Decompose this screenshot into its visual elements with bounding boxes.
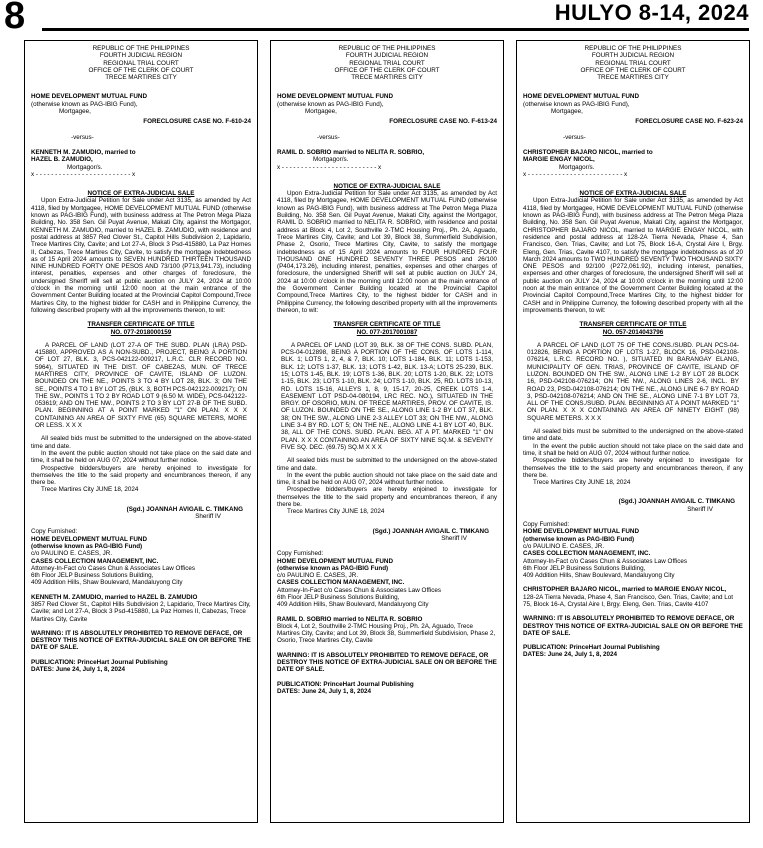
header-rule bbox=[42, 28, 749, 31]
dated-line: Trece Martires City JUNE 18, 2024 bbox=[41, 486, 139, 494]
sealed-bids-text: All sealed bids must be submitted to the undersigned on the above-stated time and date. bbox=[523, 428, 743, 443]
copy-recipient-line: (otherwise known as PAG-IBIG Fund) bbox=[31, 542, 143, 550]
case-number: FORECLOSURE CASE NO. F-613-24 bbox=[389, 118, 497, 126]
mortgagor-address: Block 4, Lot 2, Southville 2-TMC Housing Proj., Ph. 2A, Aguado, Trece Martires City, Cavite; and Lot 39, Block 38, Summerfield Subdivision, Phase 2, Osorio, Trece Martires City, Cavite bbox=[277, 622, 496, 645]
court-line: OFFICE OF THE CLERK OF COURT bbox=[580, 66, 686, 74]
dated-line: Trece Martires City JUNE 18, 2024 bbox=[533, 479, 631, 487]
notice-column bbox=[24, 40, 258, 823]
sheriff-title: Sheriff IV bbox=[195, 513, 221, 521]
tct-description: A PARCEL OF LAND (LOT 39, BLK. 38 OF THE CONS. SUBD. PLAN, PCS-04-012898, BEING A PORTION OF THE CONS. OF LOTS 1-114, BLK. 1; LOTS 1, 2, 4, & 7, BLK. 10; LOTS 1-184, BLK. 11; LOTS 1-153, BLK. 12; LOTS 1-37, BLK. 13; LOTS 1-42, BLK. 13-A; LOTS 25-239, BLK. 15; LOTS 1-45, BLK. 19; LOTS 1-36, BLK. 20; LOTS 1-20, BLK. 22; LOTS 1-15, BLK. 23; LOTS 1-10, BLK. 24; LOTS 1-10, BLK. 25, RD. LOTS 10-13, RD. LOTS 15-16, ALLEYS 1, 8, 9, 15-17, 20-25, CREEK LOTS 1-4, EASEMENT LOT PSD-04-080194, LRC REC. NO.), SITUATED IN THE BRGY. OF OSORIO, MUN. OF TRECE MARTIRES, PROV. OF CAVITE, IS. OF LUZON. BOUNDED ON THE SE., ALONG LINE 1-2 BY LOT 37, BLK. 38; ON THE SW., ALONG LINE 2-3 ALLEY LOT 33; ON THE NW., ALONG LINE 3-4 BY RD. LOT 5; ON THE NE., ALONG LINE 4-1 BY LOT 40, BLK. 38, ALL OF THE CONS. SUBD. PLAN. BEG. AT A PT. MARKED "1" ON PLAN. X X X CONTAINING AN AREA OF SIXTY NINE SQ.M. & SEVENTY FIVE SQ. DEC. (69.75) SQ.M X X X bbox=[281, 341, 493, 451]
copy-recipient-line: c/o PAULINO E. CASES, JR. bbox=[523, 542, 605, 550]
defendant-role: Mortgagor/s. bbox=[67, 163, 103, 171]
court-line: FOURTH JUDICIAL REGION bbox=[99, 52, 183, 60]
court-line: REGIONAL TRIAL COURT bbox=[349, 59, 425, 67]
postponement-text: In the event the public auction should not take place on the said date and time, it shall be held on AUG 07, 2024 without further notice. bbox=[277, 471, 497, 487]
postponement-text: In the event the public auction should not take place on the said date and time, it shall be held on AUG 07, 2024 without further notice. bbox=[523, 442, 743, 457]
court-line: TRECE MARTIRES CITY bbox=[597, 74, 669, 82]
court-heading bbox=[523, 45, 743, 81]
plaintiff-name: HOME DEVELOPMENT MUTUAL FUND bbox=[277, 93, 394, 101]
sealed-bids-text: All sealed bids must be submitted to the undersigned on the above-stated time and date. bbox=[277, 457, 497, 472]
tct-number: NO. 077-2018000159 bbox=[110, 328, 172, 336]
tct-title: TRANSFER CERTIFICATE OF TITLE bbox=[579, 321, 687, 329]
bidders-advisory: Prospective bidders/buyers are hereby enjoined to investigate for themselves the title to the said property and encumbrances thereon, if any there be. bbox=[31, 464, 251, 487]
court-line: TRECE MARTIRES CITY bbox=[105, 74, 177, 82]
publication-name: PUBLICATION: PrinceHart Journal Publishing bbox=[523, 644, 660, 652]
defendant-role: Mortgagor/s. bbox=[559, 163, 595, 171]
warning-text: WARNING: IT IS ABSOLUTELY PROHIBITED TO REMOVE DEFACE, OR DESTROY THIS NOTICE OF EXTRA-JUDICIAL SALE ON OR BEFORE THE DATE OF SALE. bbox=[277, 651, 497, 674]
issue-date: HULYO 8-14, 2024 bbox=[554, 0, 749, 25]
copy-recipient-line: c/o PAULINO E. CASES, JR. bbox=[31, 550, 113, 558]
case-number: FORECLOSURE CASE NO. F-623-24 bbox=[635, 118, 743, 126]
dated-line: Trece Martires City JUNE 18, 2024 bbox=[287, 508, 385, 516]
notice-title: NOTICE OF EXTRA-JUDICIAL SALE bbox=[87, 190, 195, 198]
copy-recipient-line: Attorney-In-Fact c/o Cases Chun & Associates Law Offices bbox=[523, 557, 688, 565]
page-header bbox=[0, 0, 763, 36]
court-line: REPUBLIC OF THE PHILIPPINES bbox=[92, 45, 190, 52]
bidders-advisory: Prospective bidders/buyers are hereby enjoined to investigate for themselves the title to the said property and encumbrances thereon, if any there be. bbox=[523, 457, 743, 479]
court-heading bbox=[277, 45, 497, 81]
copy-recipient-line: 409 Addition Hills, Shaw Boulevard, Mandaluyong City bbox=[277, 601, 429, 609]
copy-recipient-line: HOME DEVELOPMENT MUTUAL FUND bbox=[523, 528, 640, 536]
publication-dates: DATES: June 24, July 1, 8, 2024 bbox=[31, 666, 126, 674]
sealed-bids-text: All sealed bids must be submitted to the undersigned on the above-stated time and date. bbox=[31, 435, 251, 450]
tct-title: TRANSFER CERTIFICATE OF TITLE bbox=[333, 321, 441, 329]
versus-label: -versus- bbox=[317, 133, 340, 141]
copy-recipient-line: HOME DEVELOPMENT MUTUAL FUND bbox=[277, 557, 394, 565]
copy-furnished-label: Copy Furnished: bbox=[523, 521, 570, 529]
copy-recipient-line: (otherwise known as PAG-IBIG Fund) bbox=[277, 564, 389, 572]
case-number: FORECLOSURE CASE NO. F-610-24 bbox=[143, 118, 251, 126]
warning-text: WARNING: IT IS ABSOLUTELY PROHIBITED TO REMOVE DEFACE, OR DESTROY THIS NOTICE OF EXTRA-JUDICIAL SALE ON OR BEFORE THE DATE OF SALE. bbox=[31, 629, 251, 652]
notice-title: NOTICE OF EXTRA-JUDICIAL SALE bbox=[333, 182, 441, 190]
tct-description: A PARCEL OF LAND (LOT 75 OF THE CONS./SUBD. PLAN PCS-04-012826, BEING A PORTION OF LOTS 1-27, BLOCK 16, PSD-042108-076214, L.R.C. RECORD NO. ), SITUATED IN BARANGAY ELANG, MUNICIPALITY OF GEN. TRIAS, PROVINCE OF CAVITE, ISLAND OF LUZON. BOUNDED ON THE SW., ALONG LINE 1-2 BY LOT 28 BLOCK 16, PSD-042108-076214; ON THE NW., ALONG LINES 2-6, INCL. BY ROAD 23, PSD-042108-076214; ON THE NE., ALONG LINE 6-7 BY ROAD 3, PSD-042108-076214; AND ON THE SE., ALONG LINE 7-1 BY LOT 73, ALL OF THE CONS./SUBD. PLAN. BEGINNING AT A POINT MARKED "1" ON PLAN. X X X CONTAINING AN AREA OF NINETY EIGHT (98) SQUARE METERS. X X X bbox=[527, 341, 739, 422]
tct-number: NO. 077-2017001087 bbox=[356, 328, 418, 336]
notice-body: Upon Extra-Judicial Petition for Sale under Act 3135, as amended by Act 4118, filed by Mortgagee, HOME DEVELOPMENT MUTUAL FUND (otherwise known as PAG-IBIG Fund), with business address at The Petron Mega Plaza Building, No. 358 Sen. Gil Puyat Avenue, Makati City, against the Mortgagor, RAMIL D. SOBRIO married to NELITA R. SOBRIO, with residence and postal address at Block 4, Lot 2, Southville 2-TMC Housing Proj., Ph. 2A, Aguado, Trece Martires City, Cavite; and Lot 39, Block 38, Summerfield Subdivision, Phase 2, Osorio, Trece Martires City, Cavite, to satisfy the mortgage indebtedness as of 15 April 2024 amounts to FOUR HUNDRED FOUR THOUSAND ONE HUNDRED SEVENTY THREE PESOS and 26/100 (P404,173.26), including interest, penalties, expenses and other charges of foreclosure, the undersigned Sheriff will sell at public auction on JULY 24, 2024 at 10:00 o'clock in the morning until 12:00 noon at the main entrance of the Government Center Building located at the Provincial Capitol Compound,Trece Martires City, to the highest bidder for CASH and in Philippine Currency, the following described property with all the improvements thereon, to wit: bbox=[277, 190, 497, 314]
sheriff-title: Sheriff IV bbox=[687, 505, 713, 513]
versus-label: -versus- bbox=[71, 133, 94, 141]
court-heading bbox=[31, 45, 251, 81]
court-line: OFFICE OF THE CLERK OF COURT bbox=[88, 66, 194, 74]
caption-divider: x - - - - - - - - - - - - - - - - - - - - - - - - - x bbox=[523, 170, 628, 178]
copy-recipient-line: 409 Addition Hills, Shaw Boulevard, Mandaluyong City bbox=[31, 579, 183, 587]
copy-recipient-line: 6th Floor JELP Business Solutions Building, bbox=[277, 594, 400, 601]
plaintiff-name: HOME DEVELOPMENT MUTUAL FUND bbox=[31, 93, 148, 101]
sheriff-signature: (Sgd.) JOANNAH AVIGAIL C. TIMKANG bbox=[618, 498, 735, 506]
copy-recipient-line: Attorney-In-Fact c/o Cases Chun & Associates Law Offices bbox=[277, 586, 442, 594]
court-line: REPUBLIC OF THE PHILIPPINES bbox=[338, 45, 436, 52]
notice-body: Upon Extra-Judicial Petition for Sale under Act 3135, as amended by Act 4118, filed by Mortgagee, HOME DEVELOPMENT MUTUAL FUND (otherwise known as PAG-IBIG Fund), with business address at The Petron Mega Plaza Building, No. 358 Sen. Gil Puyat Avenue, Makati City, against the Mortgagor, KENNETH M. ZAMUDIO, married to HAZEL B. ZAMUDIO, with residence and postal address at 3857 Red Clover St., Capitol Hills Subdivision 2, Lapidario, Trece Martires City, Cavite; and Lot 27-A, Block 3 Psd-415880, La Paz Homes II, Cabezas, Trece Martires City, Cavite, to satisfy the mortgage indebtedness as of 15 April 2024 amounts to SEVEN HUNDRED THIRTEEN THOUSAND NINE HUNDRED FORTY ONE PESOS AND 73/100 (P713,941.73), including interest, penalties, expenses and other charges of foreclosure, the undersigned Sheriff will sell at public auction on JULY 24, 2024 at 10:00 o'clock in the morning until 12:00 noon at the main entrance of the Government Center Building located at the Provincial Capitol Compound,Trece Martires City, to the highest bidder for CASH and in Philippine Currency, the following described property with all the improvements thereon, to wit: bbox=[31, 197, 251, 314]
page-number: 8 bbox=[4, 0, 26, 37]
court-line: OFFICE OF THE CLERK OF COURT bbox=[334, 66, 440, 74]
plaintiff-role: Mortgagee, bbox=[305, 108, 337, 116]
court-line: REGIONAL TRIAL COURT bbox=[595, 59, 671, 67]
sheriff-signature: (Sgd.) JOANNAH AVIGAIL C. TIMKANG bbox=[372, 527, 489, 535]
mortgagor-name: KENNETH M. ZAMUDIO, married to HAZEL B. ZAMUDIO bbox=[31, 593, 198, 601]
copy-recipient-line: (otherwise known as PAG-IBIG Fund) bbox=[523, 535, 635, 543]
copy-furnished-label: Copy Furnished: bbox=[277, 550, 324, 558]
plaintiff-alias: (otherwise known as PAG-IBIG Fund), bbox=[523, 100, 630, 108]
notice-title: NOTICE OF EXTRA-JUDICIAL SALE bbox=[579, 190, 687, 198]
sheriff-title: Sheriff IV bbox=[441, 534, 467, 542]
publication-dates: DATES: June 24, July 1, 8, 2024 bbox=[277, 687, 372, 695]
defendant-role: Mortgagor/s. bbox=[313, 156, 349, 164]
defendant-name: RAMIL D. SOBRIO married to NELITA R. SOBRIO, bbox=[277, 148, 425, 156]
notice-column bbox=[516, 40, 750, 823]
tct-description: A PARCEL OF LAND (LOT 27-A OF THE SUBD. PLAN (LRA) PSD-415880, APPROVED AS A NON-SUBD., PROJECT, BEING A PORTION OF LOT 27, BLK. 3, PCS-042122-009217, L.R.C. CLR RECORD NO. 5964), SITUATED IN THE DIST. OF CABEZAS, MUN. OF TRECE MARTIRES CITY, PROVINCE OF CAVITE, ISLAND OF LUZON. BOUNDED ON THE NE., POINTS 3 TO 4 BY LOT 28, BLK. 3; ON THE SE., POINTS 4 TO 1 BY LOT 25, (BLK. 3, BOTH PCS-042122-009217); ON THE SW., POINTS 1 TO 2 BY ROAD LOT 9 (6.50 M. WIDE), PCS-042122-053619; AND ON THE NW., POINTS 2 TO 3 BY LOT 27-B OF THE SUBD. PLAN. BEGINNING AT A POINT MARKED "1" ON PLAN. X X X CONTAINING AN AREA OF SIXTY FIVE (65) SQUARE METERS, MORE OR LESS. X X X bbox=[35, 341, 247, 430]
defendant-name: KENNETH M. ZAMUDIO, married to bbox=[31, 148, 136, 156]
plaintiff-name: HOME DEVELOPMENT MUTUAL FUND bbox=[523, 93, 640, 101]
plaintiff-role: Mortgagee, bbox=[59, 108, 91, 116]
court-line: REPUBLIC OF THE PHILIPPINES bbox=[584, 45, 682, 52]
court-line: TRECE MARTIRES CITY bbox=[351, 74, 423, 82]
copy-recipient-line: 6th Floor JELP Business Solutions Building, bbox=[31, 572, 154, 580]
court-line: REGIONAL TRIAL COURT bbox=[103, 59, 179, 67]
bidders-advisory: Prospective bidders/buyers are hereby enjoined to investigate for themselves the title to the said property and encumbrances thereon, if any there be. bbox=[277, 486, 497, 509]
tct-number: NO. 057-2014043796 bbox=[602, 328, 664, 336]
tct-title: TRANSFER CERTIFICATE OF TITLE bbox=[87, 321, 195, 329]
defendant-name: CHRISTOPHER BAJARO NICOL, married to bbox=[523, 148, 653, 156]
copy-recipient-line: 409 Addition Hills, Shaw Boulevard, Mandaluyong City bbox=[523, 572, 675, 580]
mortgagor-address: 128-2A Tierra Nevada, Phase 4, San Francisco, Gen. Trias, Cavite; and Lot 75, Block 16-A, Crystal Aire I, Brgy. Eleng, Gen. Trias, Cavite 4107 bbox=[523, 593, 734, 608]
copy-recipient-line: HOME DEVELOPMENT MUTUAL FUND bbox=[31, 535, 148, 543]
publication-name: PUBLICATION: PrinceHart Journal Publishing bbox=[277, 680, 414, 688]
copy-recipient-line: CASES COLLECTION MANAGEMENT, INC. bbox=[523, 550, 651, 558]
copy-recipient-line: CASES COLLECTION MANAGEMENT, INC. bbox=[277, 579, 405, 587]
warning-text: WARNING: IT IS ABSOLUTELY PROHIBITED TO REMOVE DEFACE, OR DESTROY THIS NOTICE OF EXTRA-JUDICIAL SALE ON OR BEFORE THE DATE OF SALE. bbox=[523, 615, 743, 637]
plaintiff-alias: (otherwise known as PAG-IBIG Fund), bbox=[277, 100, 384, 108]
court-line: FOURTH JUDICIAL REGION bbox=[345, 52, 429, 60]
mortgagor-address: 3857 Red Clover St., Capitol Hills Subdivision 2, Lapidario, Trece Martires City, Cavite; and Lot 27-A, Block 3 Psd-415880, La Paz Homes II, Cabezas, Trece Martires City, Cavite bbox=[31, 601, 251, 623]
copy-recipient-line: c/o PAULINO E. CASES, JR. bbox=[277, 572, 359, 580]
copy-recipient-line: Attorney-In-Fact c/o Cases Chun & Associates Law Offices bbox=[31, 564, 196, 572]
plaintiff-alias: (otherwise known as PAG-IBIG Fund), bbox=[31, 100, 138, 108]
defendant-name: MARGIE ENGAY NICOL, bbox=[523, 156, 595, 164]
postponement-text: In the event the public auction should not take place on the said date and time, it shall be held on AUG 07, 2024 without further notice. bbox=[31, 449, 251, 465]
sheriff-signature: (Sgd.) JOANNAH AVIGAIL C. TIMKANG bbox=[126, 505, 243, 513]
copy-recipient-line: CASES COLLECTION MANAGEMENT, INC. bbox=[31, 557, 159, 565]
caption-divider: x - - - - - - - - - - - - - - - - - - - - - - - - - x bbox=[277, 163, 382, 171]
notice-body: Upon Extra-Judicial Petition for Sale under Act 3135, as amended by Act 4118, filed by Mortgagee, HOME DEVELOPMENT MUTUAL FUND (otherwise known as PAG-IBIG Fund), with business address at The Petron Mega Plaza Building, No. 358 Sen. Gil Puyat Avenue, Makati City, against the Mortgagor, CHRISTOPHER BAJARO NICOL, married to MARGIE ENGAY NICOL, with residence and postal address at 128-2A Tierra Nevada, Phase 4, San Francisco, Gen. Trias, Cavite; and Lot 75, Block 16-A, Crystal Aire I, Brgy. Eleng, Gen. Trias, Cavite 4107, to satisfy the mortgage indebtedness as of 20 March 2024 amounts to TWO HUNDRED SEVENTY TWO THOUSAND SIXTY ONE PESOS and 92/100 (P272,061.92), including interest, penalties, expenses and other charges of foreclosure, the undersigned Sheriff will sell at public auction on JULY 24, 2024 at 10:00 o'clock in the morning until 12:00 noon at the main entrance of the Government Center Building located at the Provincial Capitol Compound,Trece Martires City, to the highest bidder for CASH and in Philippine Currency, the following described property with all the improvements thereon, to wit: bbox=[523, 197, 743, 314]
copy-furnished-label: Copy Furnished: bbox=[31, 528, 78, 536]
copy-recipient-line: 6th Floor JELP Business Solutions Building, bbox=[523, 564, 646, 572]
mortgagor-name: CHRISTOPHER BAJARO NICOL, married to MARGIE ENGAY NICOL, bbox=[523, 586, 727, 594]
publication-name: PUBLICATION: PrinceHart Journal Publishing bbox=[31, 658, 168, 666]
notice-column bbox=[270, 40, 504, 823]
mortgagor-name: RAMIL D. SOBRIO married to NELITA R. SOBRIO bbox=[277, 615, 423, 623]
publication-dates: DATES: June 24, July 1, 8, 2024 bbox=[523, 651, 618, 659]
caption-divider: x - - - - - - - - - - - - - - - - - - - - - - - - - x bbox=[31, 170, 136, 178]
defendant-name: HAZEL B. ZAMUDIO, bbox=[31, 156, 93, 164]
court-line: FOURTH JUDICIAL REGION bbox=[591, 52, 675, 60]
plaintiff-role: Mortgagee, bbox=[551, 108, 583, 116]
versus-label: -versus- bbox=[563, 133, 586, 141]
